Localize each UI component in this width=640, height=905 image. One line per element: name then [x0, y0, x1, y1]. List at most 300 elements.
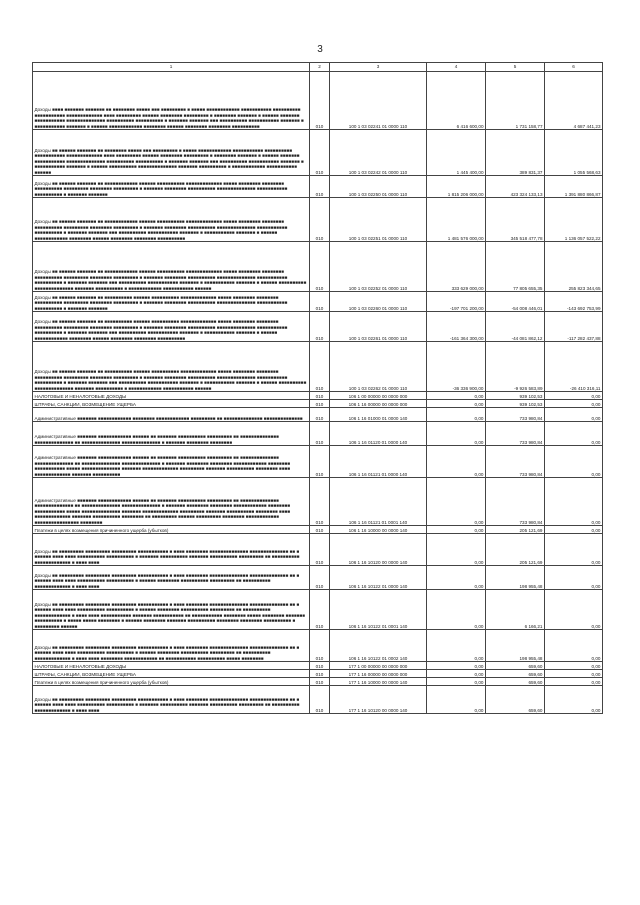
row-code-cell-text: 010 — [315, 559, 324, 565]
row-remaining-cell — [545, 198, 603, 242]
row-plan-cell-text: 0,00 — [474, 623, 484, 629]
row-executed-cell-text: -54 008 446,01 — [511, 305, 543, 311]
row-executed-cell-text: 205 121,69 — [519, 527, 543, 533]
row-code-cell-text: 010 — [315, 679, 324, 685]
row-code-cell-text: 010 — [315, 415, 324, 421]
column-header: 5 — [486, 63, 545, 72]
row-name-cell-text: Доходы ■■ ■■■■■■ ■■■■■■■ ■■ ■■■■■■■■■■■■ ■■■■■■ ■■■■■■■■■■ ■■■■■■■■■■■■■ ■■■■■ ■■■■■■■■ ■■■■■■■■ ■■■■■■■■■■ ■■■■■■■■■ ■■■■■■■■ ■■■■■■■■■ ■ ■■■■■■■ ■■■■■■■■ ■■■■■■■■■■ ■■■■■■■■■■■■■■ ■■■■■■■■■■■ ■■■■■■■■■■ ■ ■■■■■■■ ■■■■■■■ ■■■ ■■■■■■■■■■ ■■■■■■■■■■■ ■■■■■■■ ■ ■■■■■■■■■■■ ■■■■■■■ ■ ■■■■■■ ■■■■■■■■■■ ■■■■■■■■■■■■■■ ■■■■■■■ ■■■■■■■■■■ ■ ■■■■■■■■■■■■ ■■■■■■■■■■■ ■■■■■■ — [34, 269, 307, 291]
row-kbk-cell-text: 177 1 16 10120 00 0000 140 — [348, 707, 408, 713]
row-remaining-cell-text: 0,00 — [591, 655, 601, 661]
row-kbk-cell — [330, 400, 427, 408]
row-executed-cell — [486, 198, 545, 242]
row-name-cell — [33, 408, 310, 422]
row-executed-cell-text: 389 831,37 — [519, 169, 543, 175]
row-name-cell-text: Административные ■■■■■■■ ■■■■■■■■■■■■ ■■■■■■ ■■ ■■■■■■■ ■■■■■■■■■■ ■■■■■■■■■ ■■ ■■■■■■■■■■■■■■ ■■■■■■■■■■■■■■ ■■ ■■■■■■■■■■■■■■ ■■■■■■■■■■■■■■ ■ ■■■■■■■ ■■■■■■■■ ■■■■■■■■ ■■■■■■■■■■■■ ■■■■■■■■ ■■■■■■■■■■■ ■■■■■ ■■■■■■■■■■■■■■ ■■■■■■■ ■■■■■■■■■■■■■ ■■■■■■■■■ ■■■■■■■ ■■■■■■■■■■ ■■■■■■■■ ■■■■ ■■■■■■■■■■■■■ ■■■■■■■ ■■■■■■■■■■ — [34, 455, 291, 477]
row-plan-cell — [427, 198, 486, 242]
row-plan-cell — [427, 478, 486, 526]
table-row — [33, 566, 603, 590]
table-row — [33, 392, 603, 400]
table-row — [33, 400, 603, 408]
row-executed-cell — [486, 130, 545, 176]
row-plan-cell — [427, 342, 486, 392]
row-kbk-cell — [330, 478, 427, 526]
row-executed-cell — [486, 678, 545, 686]
row-remaining-cell-text: -26 410 316,11 — [569, 385, 601, 391]
table-header-row — [33, 63, 603, 72]
row-kbk-cell-text: 106 1 16 10122 01 0000 140 — [348, 583, 408, 589]
table-body — [33, 72, 603, 714]
row-plan-cell-text: 0,00 — [474, 393, 484, 399]
row-name-cell-text: Доходы ■■ ■■■■■■■■■ ■■■■■■■■■ ■■■■■■■■■ ■■■■■■■■■■■ ■ ■■■■ ■■■■■■■■ ■■■■■■■■■■■■■■ ■■■■■■■■■■■■■■ ■■ ■ ■■■■■■ ■■■■ ■■■■ ■■■■■■■■■■ ■■■■■■■■■■ ■ ■■■■■■■ ■■■■■■■■■■ ■■■■■■■ ■■■■■■■■■■ ■■■■■■■■■ ■■ ■■■■■■■■■■ ■■■■■■■■■■■■■ ■ ■■■■ ■■■■ — [34, 548, 300, 565]
column-header: 2 — [310, 63, 330, 72]
table-row — [33, 670, 603, 678]
row-kbk-cell-text: 100 1 03 02262 01 0000 110 — [348, 385, 408, 391]
row-plan-cell-text: 0,00 — [474, 663, 484, 669]
row-kbk-cell — [330, 72, 427, 130]
row-executed-cell — [486, 590, 545, 630]
row-kbk-cell — [330, 176, 427, 198]
row-name-cell — [33, 292, 310, 312]
row-remaining-cell-text: 0,00 — [591, 679, 601, 685]
row-name-cell — [33, 590, 310, 630]
row-kbk-cell-text: 106 1 16 01121 01 0001 140 — [348, 519, 408, 525]
row-kbk-cell — [330, 662, 427, 670]
row-name-cell-text: НАЛОГОВЫЕ И НЕНАЛОГОВЫЕ ДОХОДЫ — [34, 663, 127, 669]
row-plan-cell-text: -36 336 900,00 — [452, 385, 484, 391]
row-plan-cell-text: 0,00 — [474, 471, 484, 477]
row-plan-cell — [427, 590, 486, 630]
row-executed-cell — [486, 686, 545, 714]
row-kbk-cell — [330, 686, 427, 714]
row-executed-cell — [486, 422, 545, 446]
row-remaining-cell — [545, 478, 603, 526]
row-remaining-cell — [545, 292, 603, 312]
row-name-cell-text: Доходы ■■ ■■■■■■ ■■■■■■■ ■■ ■■■■■■■■■■ ■■■■■■ ■■■■■■■■■■ ■■■■■■■■■■■■■ ■■■■■ ■■■■■■■■ ■■■■■■■■ ■■■■■■■■■■ ■■■■■■■■■ ■■■■■■■■ ■■■■■■■■■ ■ ■■■■■■■ ■■■■■■■■ ■■■■■■■■■■ ■■■■■■■■■■■■■■ ■■■■■■■■■■■ ■■■■■■■■■■ ■ ■■■■■■■ ■■■■■■■ — [34, 294, 288, 311]
row-executed-cell — [486, 662, 545, 670]
row-kbk-cell — [330, 342, 427, 392]
row-code-cell-text: 010 — [315, 123, 324, 129]
row-code-cell — [310, 72, 330, 130]
row-executed-cell — [486, 408, 545, 422]
row-executed-cell — [486, 526, 545, 534]
table-row — [33, 526, 603, 534]
row-code-cell — [310, 534, 330, 566]
row-plan-cell — [427, 422, 486, 446]
table-row — [33, 686, 603, 714]
row-plan-cell-text: 1 445 400,00 — [456, 169, 484, 175]
row-kbk-cell — [330, 392, 427, 400]
row-executed-cell — [486, 630, 545, 662]
row-name-cell — [33, 566, 310, 590]
row-executed-cell-text: 198 955,48 — [519, 583, 543, 589]
row-remaining-cell — [545, 400, 603, 408]
row-code-cell-text: 010 — [315, 393, 324, 399]
row-executed-cell-text: 659,60 — [528, 663, 543, 669]
row-plan-cell — [427, 678, 486, 686]
row-name-cell — [33, 176, 310, 198]
row-remaining-cell-text: -143 692 753,99 — [567, 305, 601, 311]
row-kbk-cell-text: 100 1 03 02251 01 0000 110 — [348, 235, 408, 241]
row-name-cell-text: Доходы ■■ ■■■■■■ ■■■■■■■ ■■ ■■■■■■■■■■ ■■■■■■ ■■■■■■■■■■ ■■■■■■■■■■■■■ ■■■■■ ■■■■■■■■ ■■■■■■■■ ■■■■■■■■■■ ■■■■■■■■■ ■■■■■■■■ ■■■■■■■■■ ■ ■■■■■■■ ■■■■■■■■ ■■■■■■■■■■ ■■■■■■■■■■■■■■ ■■■■■■■■■■■ ■■■■■■■■■■ ■ ■■■■■■■ ■■■■■■■ ■■■ ■■■■■■■■■■ ■■■■■■■■■■■ ■■■■■■■ ■ ■■■■■■■■■■■ ■■■■■■■ ■ ■■■■■■ ■■■■■■■■■■ ■■■■■■■■■■■■■■ ■■■■■■■ ■■■■■■■■■■ ■ ■■■■■■■■■■■■ ■■■■■■■■■■■ ■■■■■■ — [34, 369, 307, 391]
row-kbk-cell — [330, 630, 427, 662]
row-remaining-cell — [545, 686, 603, 714]
row-name-cell — [33, 686, 310, 714]
row-kbk-cell — [330, 130, 427, 176]
row-kbk-cell — [330, 678, 427, 686]
row-name-cell-text: Доходы ■■ ■■■■■■■■■ ■■■■■■■■■ ■■■■■■■■■ ■■■■■■■■■■■ ■ ■■■■ ■■■■■■■■ ■■■■■■■■■■■■■■ ■■■■■■■■■■■■■■ ■■ ■ ■■■■■■ ■■■■ ■■■■ ■■■■■■■■■■ ■■■■■■■■■■ ■ ■■■■■■ ■■■■■■■■ ■■■■■■■■■■ ■■■■■■■■■ ■■ ■■■■■■■■■■ ■■■■■■■■■■■■■ ■ ■■■■ ■■■■ ■■■■■■■■■■■ ■■■■■■■ ■■■■■■■■■■■ ■■ ■■■■■■■■■■■ ■■■■■■■■ ■■■■■ ■■■■■■■■ ■■■■■■■ ■■■■■■■■■■ ■ ■■■■■ ■■■■■ ■■■■■■■■ ■ ■■■■■■ ■■■■■■■■ ■■■■■■■ ■■■■■■■■■■ ■■■■■■■■ ■■■■■■■■ ■■■■■■■■■■ ■ ■■■■■■■■■ ■■■■■■ — [34, 601, 306, 629]
row-executed-cell — [486, 242, 545, 292]
row-remaining-cell — [545, 176, 603, 198]
row-code-cell — [310, 686, 330, 714]
row-kbk-cell-text: 100 1 03 02261 01 0000 110 — [348, 335, 408, 341]
row-remaining-cell-text: 0,00 — [591, 527, 601, 533]
row-remaining-cell-text: 0,00 — [591, 663, 601, 669]
table-row — [33, 292, 603, 312]
row-kbk-cell-text: 106 1 16 01000 01 0000 140 — [348, 415, 408, 421]
row-remaining-cell — [545, 422, 603, 446]
row-remaining-cell — [545, 566, 603, 590]
row-plan-cell-text: 0,00 — [474, 655, 484, 661]
row-name-cell — [33, 312, 310, 342]
row-remaining-cell-text: 0,00 — [591, 401, 601, 407]
row-code-cell-text: 010 — [315, 191, 324, 197]
row-executed-cell-text: 1 731 158,77 — [515, 123, 543, 129]
row-code-cell-text: 010 — [315, 401, 324, 407]
row-remaining-cell-text: 4 687 441,23 — [573, 123, 601, 129]
column-header: 4 — [427, 63, 486, 72]
row-code-cell — [310, 566, 330, 590]
row-remaining-cell — [545, 242, 603, 292]
row-name-cell — [33, 198, 310, 242]
row-code-cell-text: 010 — [315, 519, 324, 525]
row-name-cell — [33, 526, 310, 534]
row-code-cell-text: 010 — [315, 583, 324, 589]
table-row — [33, 422, 603, 446]
row-kbk-cell-text: 100 1 03 02241 01 0000 110 — [348, 123, 408, 129]
row-remaining-cell-text: -117 282 437,88 — [567, 335, 601, 341]
row-name-cell-text: Доходы ■■ ■■■■■■■■■ ■■■■■■■■■ ■■■■■■■■■ ■■■■■■■■■■■ ■ ■■■■ ■■■■■■■■ ■■■■■■■■■■■■■■ ■■■■■■■■■■■■■■ ■■ ■ ■■■■■■ ■■■■ ■■■■ ■■■■■■■■■■ ■■■■■■■■■■ ■ ■■■■■■■ ■■■■■■■■■■ ■■■■■■■ ■■■■■■■■■■ ■■■■■■■■■ ■■ ■■■■■■■■■■ ■■■■■■■■■■■■■ ■ ■■■■ ■■■■ — [34, 696, 300, 713]
row-plan-cell-text: 1 815 206 000,00 — [447, 191, 484, 197]
row-executed-cell-text: 939 102,53 — [519, 393, 543, 399]
row-kbk-cell-text: 106 1 16 01120 01 0000 140 — [348, 439, 408, 445]
row-code-cell — [310, 342, 330, 392]
row-code-cell — [310, 670, 330, 678]
row-executed-cell-text: 77 805 655,35 — [513, 285, 543, 291]
row-executed-cell — [486, 312, 545, 342]
row-code-cell-text: 010 — [315, 285, 324, 291]
row-plan-cell-text: 0,00 — [474, 671, 484, 677]
row-executed-cell-text: -9 926 583,89 — [514, 385, 543, 391]
row-remaining-cell — [545, 408, 603, 422]
row-code-cell — [310, 408, 330, 422]
row-remaining-cell-text: 0,00 — [591, 393, 601, 399]
row-code-cell-text: 010 — [315, 527, 324, 533]
row-name-cell — [33, 72, 310, 130]
table-row — [33, 342, 603, 392]
row-code-cell-text: 010 — [315, 663, 324, 669]
row-plan-cell — [427, 408, 486, 422]
row-code-cell — [310, 478, 330, 526]
row-plan-cell — [427, 566, 486, 590]
row-remaining-cell-text: 0,00 — [591, 671, 601, 677]
row-code-cell — [310, 292, 330, 312]
row-plan-cell — [427, 630, 486, 662]
row-name-cell-text: Доходы ■■ ■■■■■■ ■■■■■■■ ■■ ■■■■■■■■■■ ■■■■■■ ■■■■■■■■■■ ■■■■■■■■■■■■■ ■■■■■ ■■■■■■■■ ■■■■■■■■ ■■■■■■■■■■ ■■■■■■■■■ ■■■■■■■■ ■■■■■■■■■ ■ ■■■■■■■ ■■■■■■■■ ■■■■■■■■■■ ■■■■■■■■■■■■■■ ■■■■■■■■■■■ ■■■■■■■■■■ ■ ■■■■■■■ ■■■■■■■ ■■■ ■■■■■■■■■■ ■■■■■■■■■■■ ■■■■■■■ ■ ■■■■■■■■■■■ ■■■■■■■ ■ ■■■■■■ ■■■■■■■■■■■■ ■■■■■■■■ ■■■■■■ ■■■■■■■■ ■■■■■■■■ ■■■■■■■■■■ — [34, 319, 288, 341]
row-plan-cell-text: -161 364 300,00 — [450, 335, 484, 341]
row-executed-cell — [486, 72, 545, 130]
row-remaining-cell-text: 1 136 057 522,22 — [564, 235, 601, 241]
row-plan-cell-text: -197 701 200,00 — [450, 305, 484, 311]
row-name-cell-text: Доходы ■■■■ ■■■■■■■ ■■■■■■■ ■■ ■■■■■■■■ ■■■■■ ■■■ ■■■■■■■■■ ■ ■■■■■ ■■■■■■■■■■■■ ■■■■■■■■■■■ ■■■■■■■■■■ ■■■■■■■■■■■ ■■■■■■■■■■■■■ ■■■■ ■■■■■■■■■ ■■■■■■ ■■■■■■■■ ■■■■■■■■■ ■ ■■■■■■■■ ■■■■■■■ ■ ■■■■■■ ■■■■■■■ ■■■■■■■■■■■ ■■■■■■■■■■■■■■ ■■■■■■■■■■ ■■■■■■■■■■ ■ ■■■■■■■ ■■■■■■■ ■■■ ■■■■■■■■■■ ■■■■■■■■■■■ ■■■■■■■ ■ ■■■■■■■■■■■ ■■■■■■■ ■ ■■■■■■ ■■■■■■■■■■■■ ■■■■■■■■ ■■■■■■ ■■■■■■■■ ■■■■■■■■ ■■■■■■■■■■ — [34, 107, 304, 129]
row-kbk-cell — [330, 242, 427, 292]
row-name-cell — [33, 400, 310, 408]
row-remaining-cell-text: 0,00 — [591, 471, 601, 477]
row-kbk-cell-text: 106 1 16 10122 01 0002 140 — [348, 655, 408, 661]
row-remaining-cell-text: 0,00 — [591, 439, 601, 445]
row-code-cell — [310, 392, 330, 400]
row-kbk-cell — [330, 446, 427, 478]
row-code-cell-text: 010 — [315, 655, 324, 661]
row-remaining-cell — [545, 312, 603, 342]
row-code-cell — [310, 242, 330, 292]
row-code-cell — [310, 662, 330, 670]
row-remaining-cell — [545, 72, 603, 130]
row-kbk-cell-text: 177 1 16 00000 00 0000 000 — [348, 671, 408, 677]
row-executed-cell-text: 205 121,69 — [519, 559, 543, 565]
row-name-cell-text: НАЛОГОВЫЕ И НЕНАЛОГОВЫЕ ДОХОДЫ — [34, 393, 127, 399]
row-plan-cell-text: 0,00 — [474, 583, 484, 589]
row-remaining-cell — [545, 130, 603, 176]
row-executed-cell — [486, 292, 545, 312]
income-report-table — [32, 62, 603, 714]
row-executed-cell-text: 198 955,48 — [519, 655, 543, 661]
row-plan-cell-text: 0,00 — [474, 527, 484, 533]
row-kbk-cell-text: 106 1 16 01121 01 0000 140 — [348, 471, 408, 477]
row-name-cell — [33, 422, 310, 446]
row-kbk-cell-text: 100 1 03 02252 01 0000 110 — [348, 285, 408, 291]
row-kbk-cell-text: 100 1 03 02242 01 0000 110 — [348, 169, 408, 175]
table-row — [33, 198, 603, 242]
column-header: 1 — [33, 63, 310, 72]
row-code-cell — [310, 446, 330, 478]
row-executed-cell — [486, 534, 545, 566]
row-remaining-cell — [545, 526, 603, 534]
row-plan-cell — [427, 526, 486, 534]
row-executed-cell-text: 6 166,21 — [524, 623, 543, 629]
row-plan-cell-text: 0,00 — [474, 439, 484, 445]
row-kbk-cell-text: 106 1 16 00000 00 0000 000 — [348, 401, 408, 407]
row-name-cell-text: Платежи в целях возмещения причиненного ущерба (убытков) — [34, 679, 169, 685]
row-kbk-cell-text: 100 1 03 02260 01 0000 110 — [348, 305, 408, 311]
table-row — [33, 130, 603, 176]
row-code-cell-text: 010 — [315, 335, 324, 341]
row-code-cell — [310, 678, 330, 686]
row-plan-cell — [427, 292, 486, 312]
row-code-cell-text: 010 — [315, 439, 324, 445]
table-row — [33, 408, 603, 422]
row-name-cell — [33, 130, 310, 176]
table-row — [33, 446, 603, 478]
column-header: 6 — [545, 63, 603, 72]
row-kbk-cell-text: 177 1 16 10000 00 0000 140 — [348, 679, 408, 685]
row-plan-cell — [427, 176, 486, 198]
row-name-cell-text: ШТРАФЫ, САНКЦИИ, ВОЗМЕЩЕНИЕ УЩЕРБА — [34, 401, 136, 407]
row-name-cell-text: Платежи в целях возмещения причиненного ущерба (убытков) — [34, 527, 169, 533]
row-name-cell-text: Доходы ■■ ■■■■■■ ■■■■■■■ ■■ ■■■■■■■■■■■■ ■■■■■■ ■■■■■■■■■■ ■■■■■■■■■■■■■ ■■■■■ ■■■■■■■■ ■■■■■■■■ ■■■■■■■■■■ ■■■■■■■■■ ■■■■■■■■ ■■■■■■■■■ ■ ■■■■■■■ ■■■■■■■■ ■■■■■■■■■■ ■■■■■■■■■■■■■■ ■■■■■■■■■■■ ■■■■■■■■■■ ■ ■■■■■■■ ■■■■■■■ ■■■ ■■■■■■■■■■ ■■■■■■■■■■■ ■■■■■■■ ■ ■■■■■■■■■■■ ■■■■■■■ ■ ■■■■■■ ■■■■■■■■■■■■ ■■■■■■■■ ■■■■■■ ■■■■■■■■ ■■■■■■■■ ■■■■■■■■■■ — [34, 219, 288, 241]
row-kbk-cell-text: 177 1 00 00000 00 0000 000 — [348, 663, 408, 669]
row-name-cell — [33, 342, 310, 392]
row-code-cell-text: 010 — [315, 471, 324, 477]
row-executed-cell-text: 733 980,84 — [519, 519, 543, 525]
row-remaining-cell — [545, 590, 603, 630]
row-plan-cell — [427, 312, 486, 342]
row-executed-cell-text: 659,60 — [528, 679, 543, 685]
row-remaining-cell — [545, 630, 603, 662]
row-kbk-cell — [330, 198, 427, 242]
row-plan-cell-text: 1 481 576 000,00 — [447, 235, 484, 241]
row-executed-cell-text: 939 102,53 — [519, 401, 543, 407]
row-remaining-cell — [545, 678, 603, 686]
row-code-cell — [310, 198, 330, 242]
table-row — [33, 590, 603, 630]
row-kbk-cell — [330, 534, 427, 566]
row-remaining-cell-text: 1 055 568,63 — [573, 169, 601, 175]
row-kbk-cell — [330, 312, 427, 342]
row-name-cell — [33, 670, 310, 678]
row-name-cell — [33, 446, 310, 478]
table-row — [33, 630, 603, 662]
row-remaining-cell-text: 0,00 — [591, 559, 601, 565]
row-kbk-cell — [330, 566, 427, 590]
table-row — [33, 678, 603, 686]
row-executed-cell — [486, 566, 545, 590]
row-executed-cell — [486, 176, 545, 198]
row-plan-cell-text: 333 629 000,00 — [451, 285, 484, 291]
row-name-cell-text: Доходы ■■ ■■■■■■ ■■■■■■■ ■■ ■■■■■■■■ ■■■■■ ■■■ ■■■■■■■■■ ■ ■■■■■ ■■■■■■■■■■■■ ■■■■■■■■■■■ ■■■■■■■■■■ ■■■■■■■■■■■ ■■■■■■■■■■■■■ ■■■■ ■■■■■■■■■ ■■■■■■ ■■■■■■■■ ■■■■■■■■■ ■ ■■■■■■■■ ■■■■■■■ ■ ■■■■■■ ■■■■■■■ ■■■■■■■■■■■ ■■■■■■■■■■■■■■ ■■■■■■■■■■ ■■■■■■■■■■ ■ ■■■■■■■ ■■■■■■■ ■■■ ■■■■■■■■■■ ■■■■■■■■■■■ ■■■■■■■ ■ ■■■■■■■■■■■ ■■■■■■■ ■ ■■■■■■ ■■■■■■■■■■ ■■■■■■■■■■■■■■ ■■■■■■■ ■■■■■■■■■■ ■ ■■■■■■■■■■■■ ■■■■■■■■■■■ ■■■■■■ — [34, 147, 304, 175]
row-name-cell-text: Доходы ■■ ■■■■■■■■■ ■■■■■■■■■ ■■■■■■■■■ ■■■■■■■■■■■ ■ ■■■■ ■■■■■■■■ ■■■■■■■■■■■■■■ ■■■■■■■■■■■■■■ ■■ ■ ■■■■■■ ■■■■ ■■■■ ■■■■■■■■■■ ■■■■■■■■■■ ■ ■■■■■■ ■■■■■■■■ ■■■■■■■■■■ ■■■■■■■■■ ■■ ■■■■■■■■■■ ■■■■■■■■■■■■■ ■ ■■■■ ■■■■ ■■■■■■■■ ■■■■■■■■■■■■ ■■ ■■■■■■■■■■■ ■■■■■■■■■■ ■■■■■ ■■■■■■■■ — [34, 644, 300, 661]
row-code-cell-text: 010 — [315, 235, 324, 241]
row-plan-cell-text: 0,00 — [474, 559, 484, 565]
row-executed-cell-text: -44 081 862,12 — [511, 335, 543, 341]
row-plan-cell — [427, 662, 486, 670]
table-row — [33, 662, 603, 670]
table-row — [33, 72, 603, 130]
row-kbk-cell — [330, 590, 427, 630]
row-plan-cell — [427, 446, 486, 478]
row-plan-cell — [427, 686, 486, 714]
row-name-cell — [33, 478, 310, 526]
row-plan-cell — [427, 72, 486, 130]
row-remaining-cell-text: 0,00 — [591, 415, 601, 421]
row-code-cell-text: 010 — [315, 305, 324, 311]
row-executed-cell-text: 423 324 133,13 — [510, 191, 543, 197]
row-name-cell — [33, 392, 310, 400]
row-plan-cell-text: 0,00 — [474, 679, 484, 685]
row-executed-cell-text: 659,60 — [528, 707, 543, 713]
row-remaining-cell — [545, 662, 603, 670]
row-remaining-cell — [545, 392, 603, 400]
row-name-cell-text: Административные ■■■■■■■ ■■■■■■■■■■■■ ■■■■■■ ■■ ■■■■■■■ ■■■■■■■■■■ ■■■■■■■■■ ■■ ■■■■■■■■■■■■■■ ■■■■■■■■■■■■■■ ■■ ■■■■■■■■■■■■■■ ■■■■■■■■■■■■■■ ■ ■■■■■■■ ■■■■■■■■ ■■■■■■■■ ■■■■■■■■■■■■ ■■■■■■■■ ■■■■■■■■■■■ ■■■■■ ■■■■■■■■■■■■■■ ■■■■■■■ ■■■■■■■■■■■■■ ■■■■■■■■■ ■■■■■■■ ■■■■■■■■■■ ■■■■■■■■ ■■■■ ■■■■■■■■■■■■■ ■■■■■■■ ■■■■■■■■■■ ■■■■■■■■ ■■ ■■■■■■■■■ ■■■■■■ ■■■■■■■■■ ■■■■■■■■ ■■■■■■■■■■■■ ■■■■■■■■■■■■■■■■ ■■■■■■■■ — [34, 497, 291, 525]
row-kbk-cell-text: 106 1 00 00000 00 0000 000 — [348, 393, 408, 399]
row-code-cell — [310, 422, 330, 446]
row-plan-cell-text: 0,00 — [474, 401, 484, 407]
page-number: 3 — [317, 44, 323, 55]
row-executed-cell — [486, 446, 545, 478]
row-remaining-cell — [545, 670, 603, 678]
table-row — [33, 312, 603, 342]
row-remaining-cell — [545, 534, 603, 566]
row-name-cell-text: Административные ■■■■■■■ ■■■■■■■■■■■■ ■■■■■■■■ ■■■■■■■■■■■■ ■■■■■■■■■ ■■ ■■■■■■■■■■■■■■ ■■■■■■■■■■■■■■ — [34, 415, 303, 421]
row-executed-cell — [486, 392, 545, 400]
row-code-cell — [310, 130, 330, 176]
row-kbk-cell — [330, 422, 427, 446]
row-executed-cell — [486, 342, 545, 392]
table-row — [33, 534, 603, 566]
row-plan-cell — [427, 670, 486, 678]
row-code-cell-text: 010 — [315, 169, 324, 175]
row-plan-cell — [427, 534, 486, 566]
row-kbk-cell-text: 106 1 16 10000 00 0000 140 — [348, 527, 408, 533]
row-code-cell-text: 010 — [315, 385, 324, 391]
row-remaining-cell — [545, 342, 603, 392]
row-code-cell — [310, 400, 330, 408]
table-row — [33, 478, 603, 526]
row-remaining-cell-text: 1 391 880 866,87 — [564, 191, 601, 197]
row-name-cell-text: Административные ■■■■■■■ ■■■■■■■■■■■■ ■■■■■■ ■■ ■■■■■■■ ■■■■■■■■■■ ■■■■■■■■■ ■■ ■■■■■■■■■■■■■■ ■■■■■■■■■■■■■■ ■■ ■■■■■■■■■■■■■■ ■■■■■■■■■■■■■■ ■ ■■■■■■■ ■■■■■■■■ ■■■■■■■■ — [34, 434, 279, 445]
row-kbk-cell — [330, 408, 427, 422]
row-plan-cell-text: 0,00 — [474, 519, 484, 525]
row-remaining-cell — [545, 446, 603, 478]
row-name-cell — [33, 678, 310, 686]
row-name-cell — [33, 630, 310, 662]
row-kbk-cell-text: 106 1 16 10120 00 0000 140 — [348, 559, 408, 565]
table-row — [33, 176, 603, 198]
row-name-cell-text: ШТРАФЫ, САНКЦИИ, ВОЗМЕЩЕНИЕ УЩЕРБА — [34, 671, 136, 677]
row-code-cell-text: 010 — [315, 623, 324, 629]
row-kbk-cell-text: 106 1 16 10122 01 0001 140 — [348, 623, 408, 629]
row-code-cell — [310, 630, 330, 662]
row-executed-cell-text: 345 518 477,78 — [510, 235, 543, 241]
table-row — [33, 242, 603, 292]
row-remaining-cell-text: 0,00 — [591, 623, 601, 629]
row-name-cell — [33, 534, 310, 566]
row-name-cell — [33, 662, 310, 670]
row-executed-cell-text: 733 980,84 — [519, 439, 543, 445]
row-remaining-cell-text: 0,00 — [591, 583, 601, 589]
row-code-cell — [310, 312, 330, 342]
row-name-cell-text: Доходы ■■ ■■■■■■■■■ ■■■■■■■■■ ■■■■■■■■■ ■■■■■■■■■■■ ■ ■■■■ ■■■■■■■■ ■■■■■■■■■■■■■■ ■■■■■■■■■■■■■■ ■■ ■ ■■■■■■ ■■■■ ■■■■ ■■■■■■■■■■ ■■■■■■■■■■ ■ ■■■■■■ ■■■■■■■■ ■■■■■■■■■■ ■■■■■■■■■ ■■ ■■■■■■■■■■ ■■■■■■■■■■■■■ ■ ■■■■ ■■■■ — [34, 572, 300, 589]
row-code-cell — [310, 590, 330, 630]
row-remaining-cell-text: 255 823 344,65 — [568, 285, 601, 291]
row-kbk-cell — [330, 292, 427, 312]
row-executed-cell — [486, 400, 545, 408]
row-remaining-cell-text: 0,00 — [591, 707, 601, 713]
row-executed-cell-text: 733 980,84 — [519, 415, 543, 421]
row-plan-cell — [427, 400, 486, 408]
row-plan-cell-text: 0,00 — [474, 415, 484, 421]
row-remaining-cell-text: 0,00 — [591, 519, 601, 525]
column-header: 3 — [330, 63, 427, 72]
row-plan-cell-text: 6 416 600,00 — [456, 123, 484, 129]
row-executed-cell — [486, 478, 545, 526]
row-code-cell-text: 010 — [315, 671, 324, 677]
row-code-cell-text: 010 — [315, 707, 324, 713]
row-name-cell — [33, 242, 310, 292]
row-kbk-cell — [330, 670, 427, 678]
row-name-cell-text: Доходы ■■ ■■■■■■ ■■■■■■■ ■■ ■■■■■■■■■■■■ ■■■■■■ ■■■■■■■■■■ ■■■■■■■■■■■■■ ■■■■■ ■■■■■■■■ ■■■■■■■■ ■■■■■■■■■■ ■■■■■■■■■ ■■■■■■■■ ■■■■■■■■■ ■ ■■■■■■■ ■■■■■■■■ ■■■■■■■■■■ ■■■■■■■■■■■■■■ ■■■■■■■■■■■ ■■■■■■■■■■ ■ ■■■■■■■ ■■■■■■■ — [34, 180, 288, 197]
row-plan-cell — [427, 130, 486, 176]
row-kbk-cell — [330, 526, 427, 534]
